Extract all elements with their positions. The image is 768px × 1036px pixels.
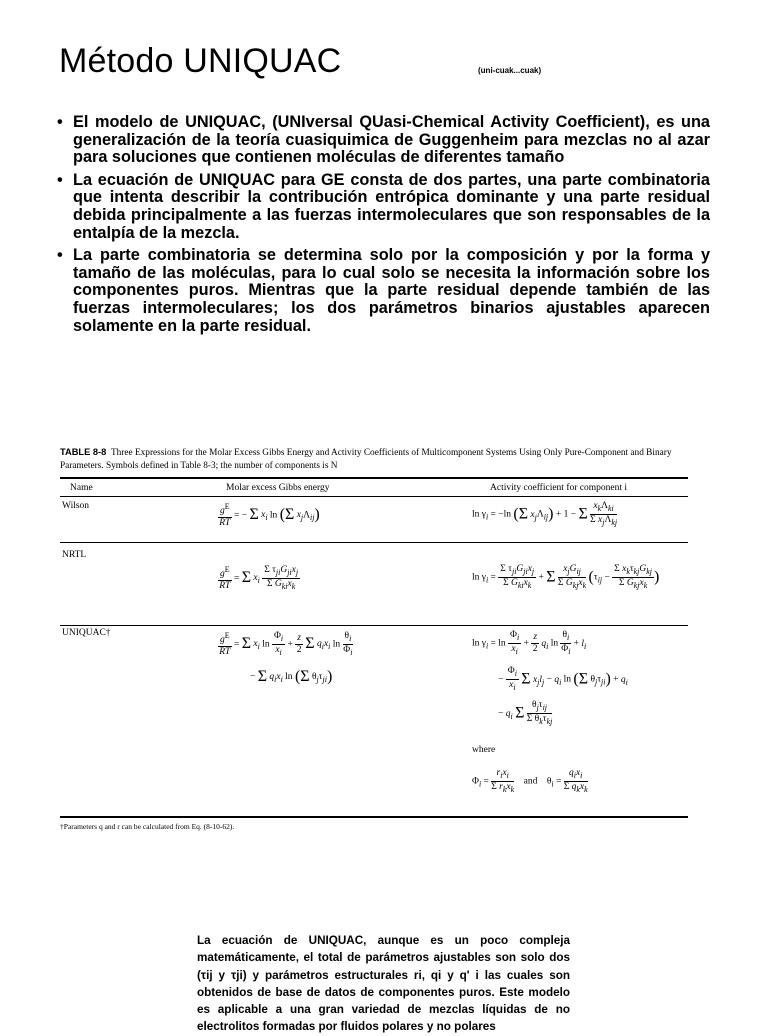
pronunciation-note: (uni-cuak...cuak) xyxy=(478,66,542,75)
uniquac-phi-theta-definitions: $\Phi_i$ = $\frac{r_ix_i}{\Sigma r_kx_k}$ and $\theta_i$ = $\frac{q_ix_i}{\Sigma q_kx_k}$ xyxy=(472,768,588,794)
nrtl-activity-equation: $\ln \gamma_i$ = $\frac{\Sigma \tau_{ji}G_{ji}x_j}{\Sigma G_{ki}x_k}$ + Σ $\frac{x_jG_{ij}}{\Sigma G_{kj}x_k}$ ($\tau_{ij}$ − $\frac{\Sigma x_k\tau_{kj}G_{kj}}{\Sigma G_{kj}x_k}$ ) xyxy=(472,564,660,590)
table-top-rule xyxy=(60,477,688,479)
col-header-activity: Activity coefficient for component i xyxy=(490,483,628,493)
table-caption xyxy=(60,446,688,472)
row-divider xyxy=(60,625,688,626)
row-name-nrtl: NRTL xyxy=(62,550,87,560)
row-name-wilson: Wilson xyxy=(62,501,90,511)
nrtl-gibbs-equation: $\frac{g^E}{RT}$ = Σ $x_i$ $\frac{\Sigma \tau_{ji}G_{ji}x_j}{\Sigma G_{ki}x_k}$ xyxy=(219,564,299,592)
bullet-text: El modelo de UNIQUAC, (UNIversal QUasi-Chemical Activity Coefficient), es una generalización de la teoría cuasiquimica de Guggenheim para mezclas no al azar para soluciones que contienen moléculas de diferentes tamaño xyxy=(73,113,710,167)
where-label: where xyxy=(472,745,496,755)
uniquac-gibbs-equation: $\frac{g^E}{RT}$ = Σ $x_i$ ln $\frac{\Phi_i}{x_i}$ + $\frac{z}{2}$ Σ $q_ix_i$ ln $\frac{\theta_i}{\Phi_i}$ xyxy=(219,630,353,658)
table-header-rule xyxy=(60,496,688,497)
bullet-text: La ecuación de UNIQUAC para GE consta de dos partes, una parte combinatoria que intenta describir la contribución entrópica dominante y una parte residual debida principalmente a las fuerzas intermoleculares que son responsables de la entalpía de la mezcla. xyxy=(73,170,710,242)
slide-title: Método UNIQUAC xyxy=(59,42,342,80)
wilson-activity-equation: $\ln \gamma_i = -\ln$ (Σ $x_j\Lambda_{ij}) + 1 - \Sigma$ $\frac{x_k\Lambda_{ki}}{\Sigma x_j\Lambda_{kj}}$ xyxy=(472,501,618,527)
bullet-list xyxy=(57,114,710,340)
bullet-glyph: • xyxy=(57,246,63,265)
table-bottom-rule xyxy=(60,816,688,818)
bullet-item xyxy=(57,114,710,167)
row-name-uniquac: UNIQUAC† xyxy=(62,628,111,638)
bullet-item xyxy=(57,247,710,335)
col-header-name: Name xyxy=(70,483,93,493)
and-label: and xyxy=(523,776,538,787)
bullet-item xyxy=(57,172,710,242)
uniquac-gibbs-residual: − Σ $q_ix_i$ ln (Σ $\theta_j\tau_{ji}$) xyxy=(250,668,333,685)
bullet-glyph: • xyxy=(57,170,63,189)
table-caption-text: Three Expressions for the Molar Excess Gibbs Energy and Activity Coefficients of Multicomponent Systems Using Only Pure-Component and Binary Parameters. Symbols defined in Table 8-3; the number of components is N xyxy=(60,448,672,471)
wilson-gibbs-equation: $\frac{g^E}{RT}$ = − Σ $x_i$ ln (Σ $x_j\Lambda_{ij}$) xyxy=(219,502,320,529)
uniquac-activity-term-3: − $q_i$ Σ $\frac{\theta_j\tau_{ij}}{\Sigma \theta_k\tau_{kj}}$ xyxy=(498,700,553,726)
table-label: TABLE 8-8 xyxy=(60,447,107,457)
uniquac-activity-term-2: − $\frac{\Phi_i}{x_i}$ Σ $x_jl_j - q_i$ ln (Σ $\theta_j\tau_{ji}) + q_i$ xyxy=(498,666,628,692)
uniquac-activity-equation: $\ln \gamma_i = \ln$ $\frac{\Phi_i}{x_i}$ + $\frac{z}{2}$ $q_i$ ln $\frac{\theta_i}{\Phi_i}$ + $l_i$ xyxy=(472,630,587,656)
table-footnote: †Parameters q and r can be calculated from Eq. (8-10-62). xyxy=(60,822,235,831)
gibbs-table-figure xyxy=(60,446,688,831)
bullet-glyph: • xyxy=(57,113,63,131)
bullet-text: La parte combinatoria se determina solo por la composición y por la forma y tamaño de las moléculas, para lo cual solo se necesita la información sobre los componentes puros. Mientras que la parte residual depende también de las fuerzas intermoleculares; los dos parámetros binarios ajustables aparecen solamente en la parte residual. xyxy=(73,246,710,335)
col-header-gibbs: Molar excess Gibbs energy xyxy=(226,483,330,493)
row-divider xyxy=(60,542,688,543)
summary-paragraph: La ecuación de UNIQUAC, aunque es un poco compleja matemáticamente, el total de parámetros ajustables son solo dos (τij y τji) y parámetros estructurales ri, qi y q' i las cuales son obtenidos de base de datos de componentes puros. Este modelo es aplicable a una gran variedad de mezclas líquidas de no electrolitos formadas por fluidos polares y no polares xyxy=(197,934,570,1034)
